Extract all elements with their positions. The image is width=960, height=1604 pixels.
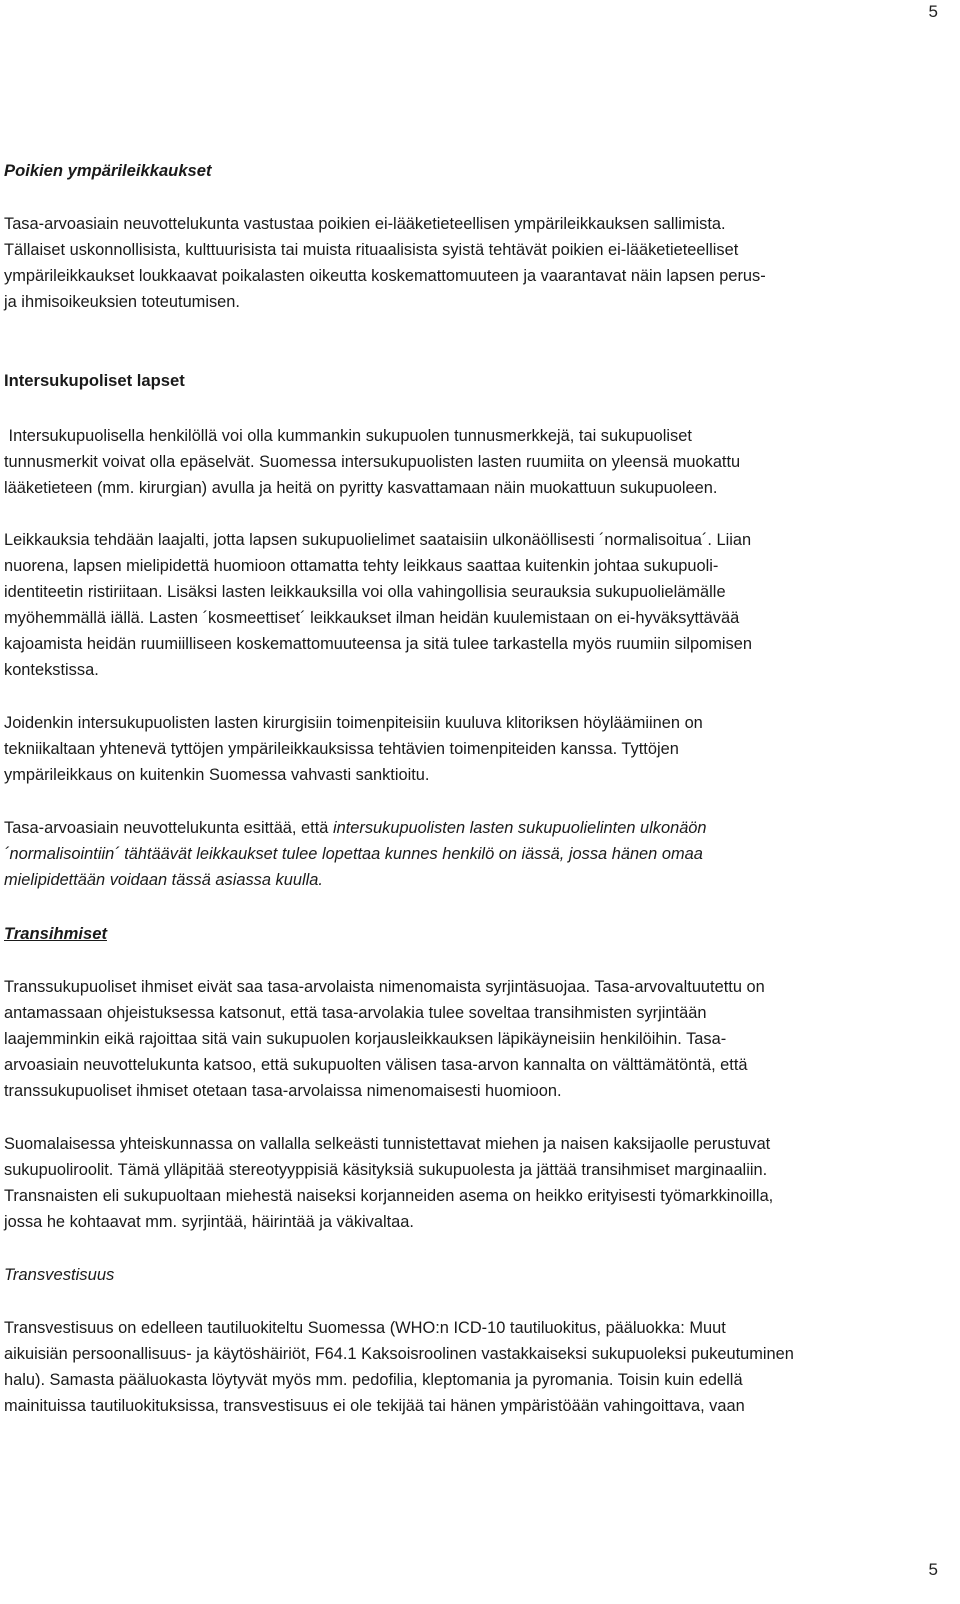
- paragraph-transihmiset-2: [4, 1131, 934, 1235]
- text-line: jossa he kohtaavat mm. syrjintää, häirintää ja väkivaltaa.: [4, 1213, 414, 1231]
- text-line: Transsukupuoliset ihmiset eivät saa tasa-arvolaista nimenomaista syrjintäsuojaa. Tasa-arvovaltuutettu on: [4, 978, 765, 996]
- text-line: tunnusmerkit voivat olla epäselvät. Suomessa intersukupuolisten lasten ruumiita on yleensä muokattu: [4, 453, 741, 471]
- text-italic: intersukupuolisten lasten sukupuolielinten ulkonäön: [332, 819, 707, 837]
- text-line: ´normalisointiin´ tähtäävät leikkaukset tulee lopettaa kunnes henkilö on iässä, jossa hänen omaa: [4, 845, 703, 863]
- text-line: Intersukupuolisella henkilöllä voi olla kummankin sukupuolen tunnusmerkkejä, tai sukupuoliset: [4, 427, 692, 445]
- text-line: kajoamista heidän ruumiilliseen koskemattomuuteensa ja sitä tulee tarkastella myös ruumiin silpomisen: [4, 635, 752, 653]
- page-number-top: 5: [928, 2, 938, 21]
- text-line: ja ihmisoikeuksien toteutumisen.: [4, 293, 240, 311]
- text-line: mainituissa tautiluokituksissa, transvestisuus ei ole tekijää tai hänen ympäristöään vahingoittava, vaan: [4, 1397, 745, 1415]
- paragraph-poikien: [4, 211, 934, 315]
- text-line: myöhemmällä iällä. Lasten ´kosmeettiset´ leikkaukset ilman heidän kuulemistaan on ei-hyväksyttävää: [4, 609, 740, 627]
- text-line: Transnaisten eli sukupuoltaan miehestä naiseksi korjanneiden asema on heikko erityisesti työmarkkinoilla,: [4, 1187, 774, 1205]
- paragraph-transihmiset-1: [4, 974, 934, 1104]
- paragraph-intersukupoliset-1: [4, 423, 934, 501]
- text-line: Tällaiset uskonnollisista, kulttuurisista tai muista rituaalisista syistä tehtävät poikien ei-lääketieteelliset: [4, 241, 739, 259]
- text-line: kontekstissa.: [4, 661, 99, 679]
- text-line: Leikkauksia tehdään laajalti, jotta lapsen sukupuolielimet saataisiin ulkonäöllisesti ´normalisoitua´. Liian: [4, 531, 752, 549]
- page-number-bottom: 5: [928, 1560, 938, 1579]
- text-line: [4, 815, 934, 841]
- text-line: halu). Samasta pääluokasta löytyvät myös mm. pedofilia, kleptomania ja pyromania. Toisin kuin edellä: [4, 1371, 743, 1389]
- text-line: sukupuoliroolit. Tämä ylläpitää stereotyyppisiä käsityksiä sukupuolesta ja jättää transihmiset marginaaliin.: [4, 1161, 768, 1179]
- text-line: Tasa-arvoasiain neuvottelukunta vastustaa poikien ei-lääketieteellisen ympärileikkauksen sallimista.: [4, 215, 726, 233]
- text-line: arvoasiain neuvottelukunta katsoo, että sukupuolten välisen tasa-arvon kannalta on välttämätöntä, että: [4, 1056, 748, 1074]
- text-line: Transvestisuus on edelleen tautiluokiteltu Suomessa (WHO:n ICD-10 tautiluokitus, pääluokka: Muut: [4, 1319, 726, 1337]
- text-line: mielipidettään voidaan tässä asiassa kuulla.: [4, 871, 323, 889]
- heading-poikien: Poikien ympärileikkaukset: [4, 161, 212, 180]
- paragraph-intersukupoliset-4: [4, 815, 934, 893]
- text-line: nuorena, lapsen mielipidettä huomioon ottamatta tehty leikkaus saattaa kuitenkin johtaa sukupuoli-: [4, 557, 719, 575]
- heading-transvestisuus: Transvestisuus: [4, 1265, 115, 1284]
- paragraph-transvestisuus: [4, 1315, 934, 1419]
- text-line: ympärileikkaukset loukkaavat poikalasten oikeutta koskemattomuuteen ja vaarantavat näin lapsen perus-: [4, 267, 766, 285]
- text-line: Suomalaisessa yhteiskunnassa on vallalla selkeästi tunnistettavat miehen ja naisen kaksijaolle perustuvat: [4, 1135, 771, 1153]
- text-line: tekniikaltaan yhtenevä tyttöjen ympärileikkauksissa tehtävien toimenpiteiden kanssa. Tyttöjen: [4, 740, 679, 758]
- text-normal: Tasa-arvoasiain neuvottelukunta esittää, että: [4, 819, 333, 837]
- text-line: antamassaan ohjeistuksessa katsonut, että tasa-arvolakia tulee soveltaa transihmisten syrjintään: [4, 1004, 707, 1022]
- text-line: laajemminkin eikä rajoittaa sitä vain sukupuolen korjausleikkauksen läpikäyneisiin henkilöihin. Tasa-: [4, 1030, 727, 1048]
- paragraph-intersukupoliset-2: [4, 527, 934, 683]
- text-line: ympärileikkaus on kuitenkin Suomessa vahvasti sanktioitu.: [4, 766, 430, 784]
- text-line: lääketieteen (mm. kirurgian) avulla ja heitä on pyritty kasvattamaan näin muokattuun sukupuoleen.: [4, 479, 718, 497]
- text-line: transsukupuoliset ihmiset otetaan tasa-arvolaissa nimenomaisesti huomioon.: [4, 1082, 562, 1100]
- text-line: Joidenkin intersukupuolisten lasten kirurgisiin toimenpiteisiin kuuluva klitoriksen höyläämiinen on: [4, 714, 703, 732]
- paragraph-intersukupoliset-3: [4, 710, 934, 788]
- heading-transihmiset: Transihmiset: [4, 924, 107, 943]
- heading-intersukupoliset: Intersukupoliset lapset: [4, 371, 185, 390]
- text-line: aikuisiän persoonallisuus- ja käytöshäiriöt, F64.1 Kaksoisroolinen vastakkaiseksi sukupuoleksi pukeutuminen: [4, 1345, 794, 1363]
- text-line: identiteetin ristiriitaan. Lisäksi lasten leikkauksilla voi olla vahingollisia seurauksia sukupuolielämälle: [4, 583, 726, 601]
